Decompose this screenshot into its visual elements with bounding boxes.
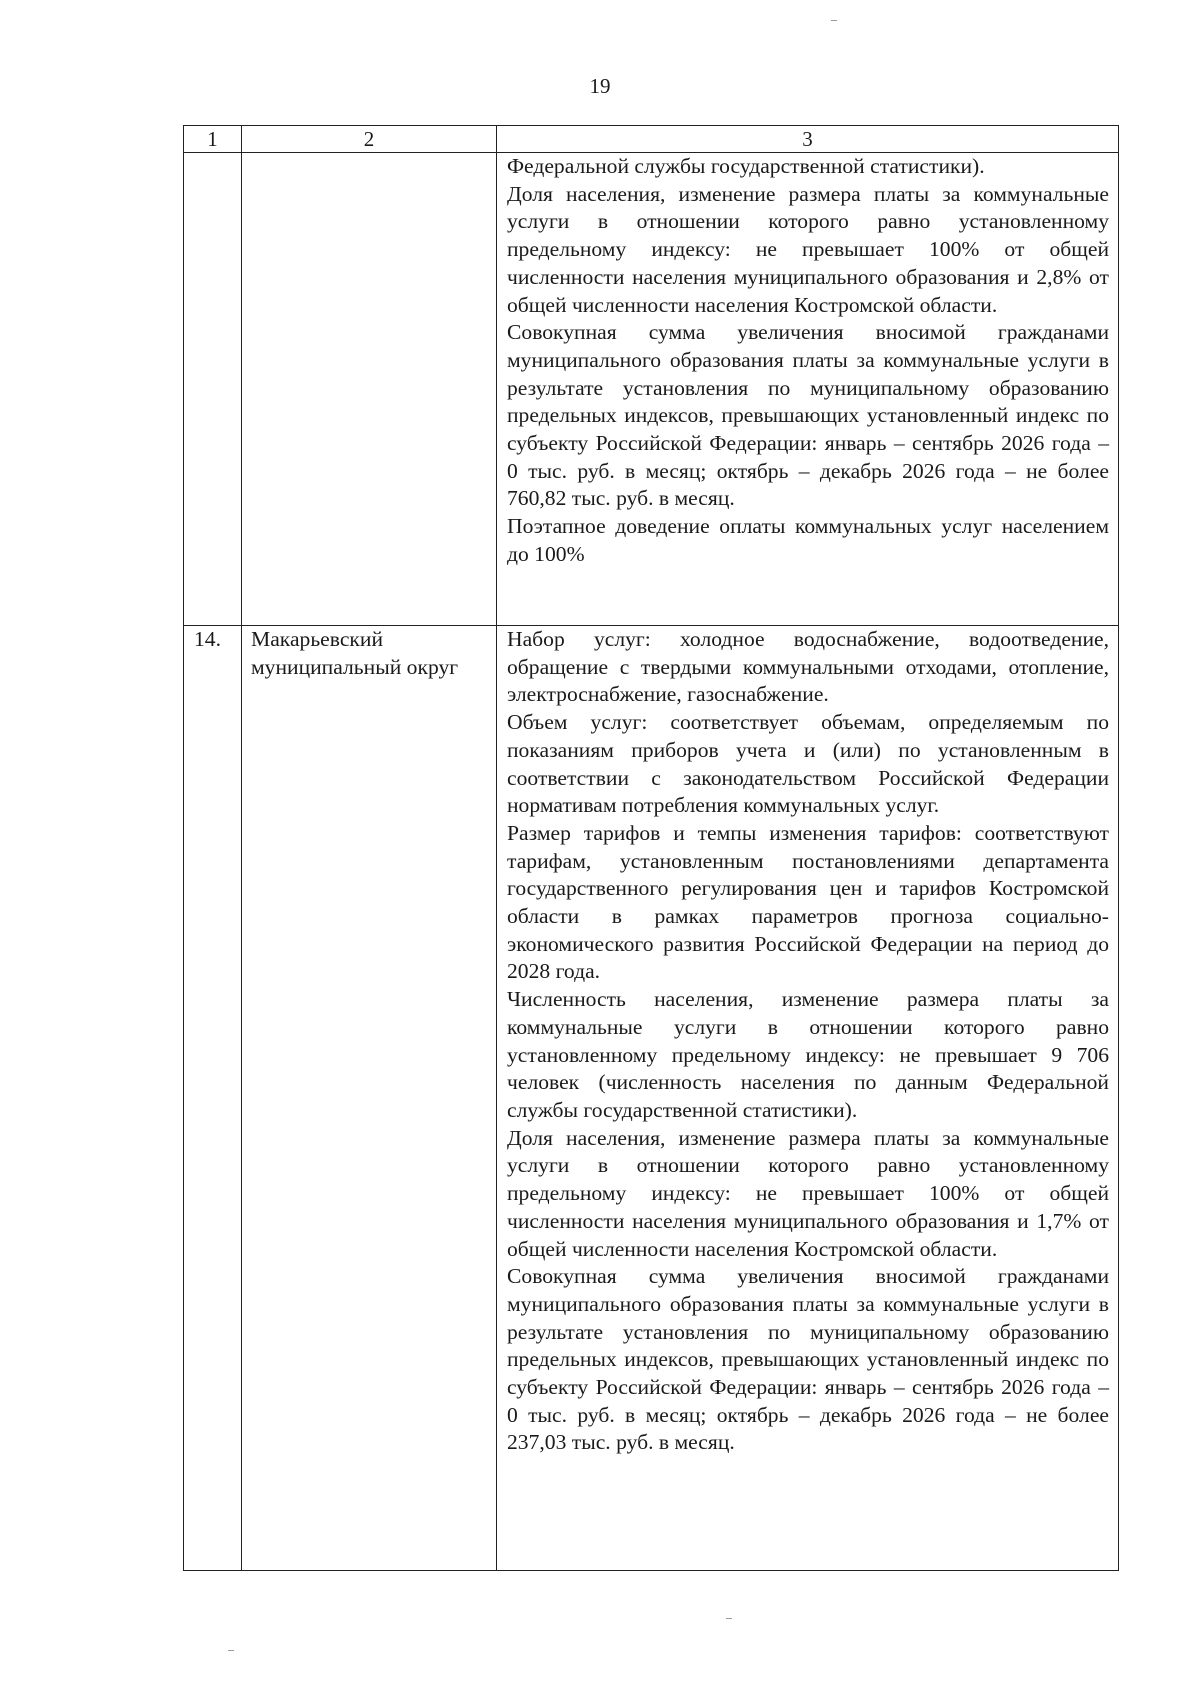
page-number: 19 (589, 74, 611, 98)
description-cell (497, 153, 1119, 626)
description-paragraph: Федеральной службы государственной статистики). (507, 154, 985, 178)
table-header-row (184, 126, 1119, 153)
scan-speck (831, 20, 837, 21)
column-header-1: 1 (184, 126, 242, 153)
description-paragraph: Совокупная сумма увеличения вносимой гражданами муниципального образования платы за коммунальные услуги в результате установления по муниципальному образованию предельных индексов, превышающих установленный индекс по субъекту Российской Федерации: январь – сентябрь 2026 года – 0 тыс. руб. в месяц; октябрь – декабрь 2026 года – не более 237,03 тыс. руб. в месяц. (507, 1264, 1109, 1455)
table-row-continued (184, 153, 1119, 626)
table-row-14 (184, 626, 1119, 1571)
description-paragraph: Доля населения, изменение размера платы за коммунальные услуги в отношении которого равно установленному предельному индексу: не превышает 100% от общей численности населения муниципального образования и 1,7% от общей численности населения Костромской области. (507, 1125, 1109, 1261)
description-paragraph: Размер тарифов и темпы изменения тарифов: соответствуют тарифам, установленным постановлениями департамента государственного регулирования цен и тарифов Костромской области в рамках параметров прогноза социально-экономического развития Российской Федерации на период до 2028 года. (507, 820, 1109, 984)
row-number-cell: 14. (184, 626, 242, 1571)
column-header-2: 2 (242, 126, 497, 153)
description-paragraph: Доля населения, изменение размера платы за коммунальные услуги в отношении которого равно установленному предельному индексу: не превышает 100% от общей численности населения муниципального образования и 2,8% от общей численности населения Костромской области. (507, 181, 1109, 317)
description-paragraph: Поэтапное доведение оплаты коммунальных услуг населением до 100% (507, 514, 1109, 566)
description-paragraph: Объем услуг: соответствует объемам, определяемым по показаниям приборов учета и (или) по установленным в соответствии с законодательством Российской Федерации нормативам потребления коммунальных услуг. (507, 710, 1109, 818)
description-paragraph: Совокупная сумма увеличения вносимой гражданами муниципального образования платы за коммунальные услуги в результате установления по муниципальному образованию предельных индексов, превышающих установленный индекс по субъекту Российской Федерации: январь – сентябрь 2026 года – 0 тыс. руб. в месяц; октябрь – декабрь 2026 года – не более 760,82 тыс. руб. в месяц. (507, 320, 1109, 511)
scan-speck (228, 1650, 234, 1651)
municipality-name-cell: Макарьевский муниципальный округ (242, 626, 497, 1571)
description-paragraph: Численность населения, изменение размера платы за коммунальные услуги в отношении которого равно установленному предельному индексу: не превышает 9 706 человек (численность населения по данным Федеральной службы государственной статистики). (507, 987, 1109, 1122)
description-cell (497, 626, 1119, 1571)
municipality-name-cell (242, 153, 497, 626)
column-header-3: 3 (497, 126, 1119, 153)
description-paragraph: Набор услуг: холодное водоснабжение, водоотведение, обращение с твердыми коммунальными отходами, отопление, электроснабжение, газоснабжение. (507, 627, 1109, 707)
row-number-cell (184, 153, 242, 626)
services-table (183, 125, 1119, 1571)
scan-speck (726, 1618, 732, 1619)
